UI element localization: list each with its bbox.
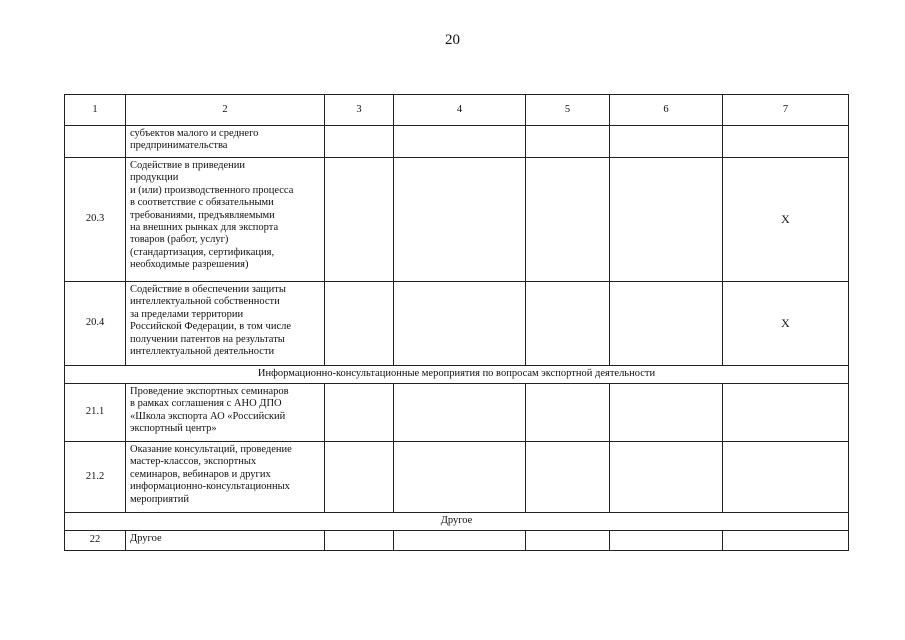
row-description	[126, 282, 325, 366]
table-row	[65, 442, 849, 513]
row-number: 22	[65, 531, 126, 551]
row-description-text: субъектов малого и среднего предпринимательства	[130, 128, 259, 152]
row-mark	[723, 126, 849, 158]
section-heading: Информационно-консультационные мероприятия по вопросам экспортной деятельности	[65, 366, 849, 384]
row-number	[65, 126, 126, 158]
table-row	[65, 384, 849, 442]
row-mark	[723, 442, 849, 513]
table-cell	[325, 531, 394, 551]
table-cell	[325, 282, 394, 366]
table-cell	[394, 126, 526, 158]
column-header: 6	[610, 95, 723, 126]
page-number: 20	[445, 32, 460, 48]
table-cell	[526, 282, 610, 366]
table-row	[65, 158, 849, 282]
table-cell	[526, 442, 610, 513]
row-description	[126, 126, 325, 158]
column-header: 4	[394, 95, 526, 126]
section-row	[65, 513, 849, 531]
table-cell	[610, 126, 723, 158]
row-number: 21.1	[65, 384, 126, 442]
table-cell	[610, 442, 723, 513]
table-cell	[526, 384, 610, 442]
section-heading: Другое	[65, 513, 849, 531]
table-cell	[526, 158, 610, 282]
column-header: 5	[526, 95, 610, 126]
row-mark	[723, 531, 849, 551]
row-description	[126, 158, 325, 282]
table-cell	[394, 282, 526, 366]
table-cell	[526, 531, 610, 551]
row-description-text: Содействие в обеспечении защиты интеллектуальной собственности за пределами территории Российской Федерации, в том числе получении патентов на результаты интеллектуальной деятельности	[130, 284, 292, 358]
column-header: 7	[723, 95, 849, 126]
table-cell	[610, 384, 723, 442]
table-cell	[610, 158, 723, 282]
row-mark	[723, 384, 849, 442]
table-cell	[394, 384, 526, 442]
export-measures-table	[64, 94, 849, 551]
table-cell	[526, 126, 610, 158]
row-mark: Х	[723, 282, 849, 366]
row-description	[126, 384, 325, 442]
row-description-text: Содействие в приведении продукции и (или) производственного процесса в соответствие с обязательными требованиями, предъявляемыми на внешних рынках для экспорта товаров (работ, услуг) (стандартизация, сертификация, необходимые разрешения)	[130, 160, 294, 271]
table-row	[65, 126, 849, 158]
row-number: 20.3	[65, 158, 126, 282]
table-row	[65, 531, 849, 551]
table-row	[65, 282, 849, 366]
row-description	[126, 531, 325, 551]
table-header-row	[65, 95, 849, 126]
table-cell	[394, 442, 526, 513]
section-row	[65, 366, 849, 384]
table-cell	[394, 531, 526, 551]
column-header: 3	[325, 95, 394, 126]
row-description-text: Другое	[130, 533, 162, 544]
table-cell	[325, 158, 394, 282]
row-description-text: Проведение экспортных семинаров в рамках соглашения с АНО ДПО «Школа экспорта АО «Российский экспортный центр»	[130, 386, 289, 435]
row-number: 20.4	[65, 282, 126, 366]
row-mark: Х	[723, 158, 849, 282]
row-description	[126, 442, 325, 513]
column-header: 2	[126, 95, 325, 126]
table-cell	[610, 531, 723, 551]
table-cell	[325, 442, 394, 513]
table-cell	[610, 282, 723, 366]
table-cell	[325, 384, 394, 442]
row-description-text: Оказание консультаций, проведение мастер-классов, экспортных семинаров, вебинаров и других информационно-консультационных мероприятий	[130, 444, 292, 505]
column-header: 1	[65, 95, 126, 126]
row-number: 21.2	[65, 442, 126, 513]
table-cell	[394, 158, 526, 282]
table-cell	[325, 126, 394, 158]
